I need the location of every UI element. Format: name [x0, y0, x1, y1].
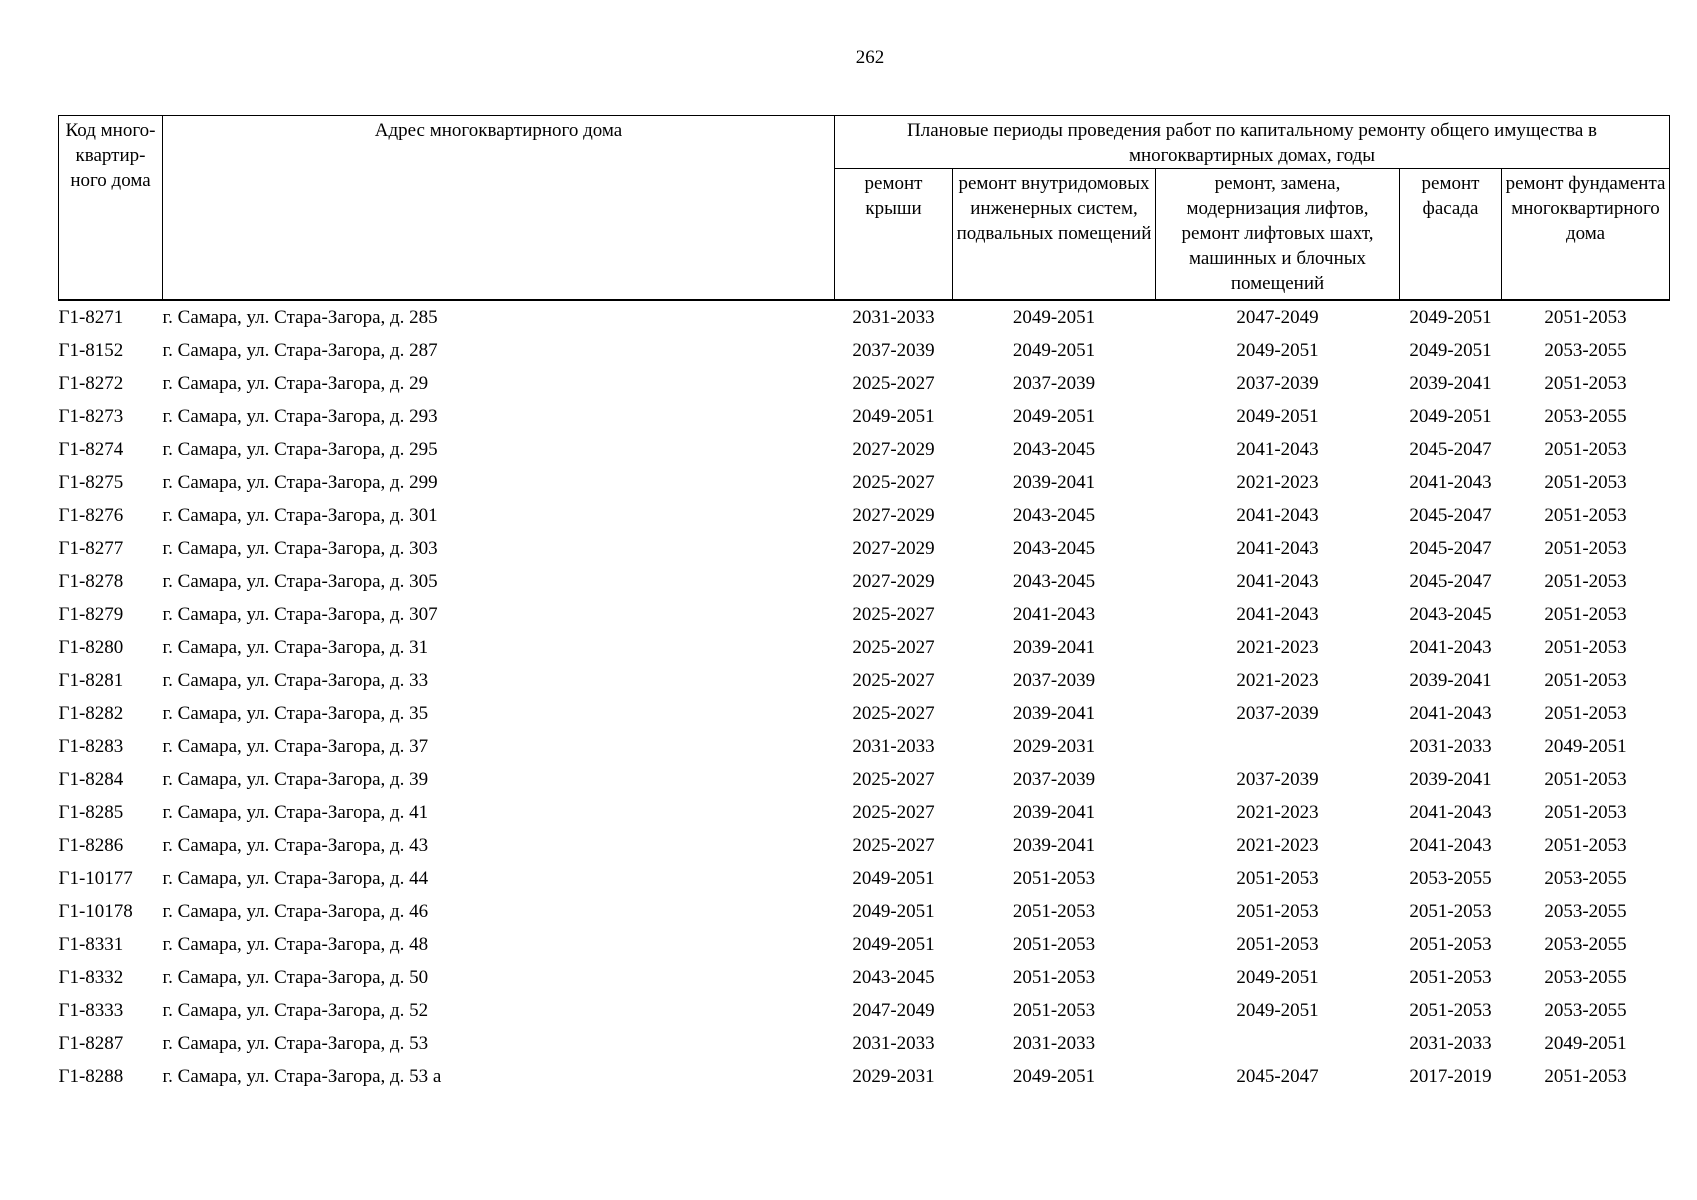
cell-foundation: 2051-2053	[1544, 801, 1627, 823]
cell-facade: 2051-2053	[1409, 933, 1492, 955]
cell-facade: 2045-2047	[1409, 537, 1492, 559]
cell-code: Г1-8282	[58, 702, 124, 724]
cell-facade: 2045-2047	[1409, 504, 1492, 526]
table-row	[59, 994, 1670, 1027]
cell-foundation: 2051-2053	[1544, 471, 1627, 493]
cell-elevators: 2037-2039	[1236, 702, 1319, 724]
cell-address: г. Самара, ул. Стара-Загора, д. 31	[162, 636, 429, 658]
cell-facade: 2053-2055	[1409, 867, 1492, 889]
cell-elevators	[1156, 1027, 1400, 1060]
page-number: 262	[855, 47, 885, 68]
cell-engineering: 2039-2041	[1012, 801, 1096, 823]
cell-code: Г1-8273	[58, 405, 124, 427]
table-row	[59, 730, 1670, 763]
cell-facade: 2049-2051	[1409, 339, 1492, 361]
cell-elevators: 2051-2053	[1236, 867, 1319, 889]
cell-elevators	[1156, 730, 1400, 763]
cell-elevators: 2041-2043	[1236, 438, 1319, 460]
cell-address: г. Самара, ул. Стара-Загора, д. 305	[162, 570, 438, 592]
cell-code: Г1-10178	[58, 900, 133, 922]
table-row	[59, 466, 1670, 499]
cell-code: Г1-8281	[58, 669, 124, 691]
cell-engineering: 2043-2045	[1012, 570, 1096, 592]
table-row	[59, 499, 1670, 532]
cell-facade: 2049-2051	[1409, 405, 1492, 427]
cell-address: г. Самара, ул. Стара-Загора, д. 53 а	[162, 1065, 442, 1087]
cell-code: Г1-8284	[58, 768, 124, 790]
cell-facade: 2051-2053	[1409, 900, 1492, 922]
cell-code: Г1-8287	[58, 1032, 124, 1054]
cell-code: Г1-8277	[58, 537, 124, 559]
cell-address: г. Самара, ул. Стара-Загора, д. 41	[162, 801, 429, 823]
cell-elevators: 2021-2023	[1236, 801, 1319, 823]
cell-elevators: 2045-2047	[1236, 1065, 1319, 1087]
cell-elevators: 2051-2053	[1236, 900, 1319, 922]
cell-elevators: 2049-2051	[1236, 339, 1319, 361]
table-row	[59, 697, 1670, 730]
cell-facade: 2045-2047	[1409, 438, 1492, 460]
cell-engineering: 2031-2033	[1012, 1032, 1096, 1054]
cell-code: Г1-8285	[58, 801, 124, 823]
cell-elevators: 2021-2023	[1236, 636, 1319, 658]
cell-facade: 2041-2043	[1409, 702, 1492, 724]
cell-foundation: 2053-2055	[1544, 867, 1627, 889]
cell-address: г. Самара, ул. Стара-Загора, д. 52	[162, 999, 429, 1021]
cell-foundation: 2053-2055	[1544, 405, 1627, 427]
cell-elevators: 2049-2051	[1236, 999, 1319, 1021]
cell-elevators: 2047-2049	[1236, 306, 1319, 328]
table-row	[59, 829, 1670, 862]
table-row	[59, 895, 1670, 928]
cell-foundation: 2053-2055	[1544, 999, 1627, 1021]
cell-facade: 2031-2033	[1409, 1032, 1492, 1054]
cell-foundation: 2051-2053	[1544, 372, 1627, 394]
cell-facade: 2045-2047	[1409, 570, 1492, 592]
cell-foundation: 2051-2053	[1544, 504, 1627, 526]
cell-code: Г1-10177	[58, 867, 133, 889]
cell-address: г. Самара, ул. Стара-Загора, д. 295	[162, 438, 438, 460]
table-body	[59, 300, 1670, 1093]
table-row	[59, 1027, 1670, 1060]
cell-address: г. Самара, ул. Стара-Загора, д. 35	[162, 702, 429, 724]
cell-engineering: 2051-2053	[1012, 999, 1096, 1021]
cell-engineering: 2049-2051	[1012, 306, 1096, 328]
cell-address: г. Самара, ул. Стара-Загора, д. 50	[162, 966, 429, 988]
cell-address: г. Самара, ул. Стара-Загора, д. 285	[162, 306, 438, 328]
cell-address: г. Самара, ул. Стара-Загора, д. 29	[162, 372, 429, 394]
table-row	[59, 532, 1670, 565]
cell-elevators: 2051-2053	[1236, 933, 1319, 955]
cell-foundation: 2051-2053	[1544, 636, 1627, 658]
cell-code: Г1-8152	[58, 339, 124, 361]
cell-roof: 2031-2033	[852, 1032, 935, 1054]
capital-repair-table	[58, 115, 1670, 1093]
cell-foundation: 2049-2051	[1544, 1032, 1627, 1054]
table-header	[59, 116, 1670, 301]
cell-roof: 2049-2051	[852, 867, 935, 889]
cell-facade: 2051-2053	[1409, 999, 1492, 1021]
cell-engineering: 2051-2053	[1012, 900, 1096, 922]
cell-engineering: 2029-2031	[1012, 735, 1096, 757]
header-elevators: ремонт, замена, модернизация лифтов, ремонт лифтовых шахт, машинных и блочных помещений	[1156, 169, 1400, 301]
cell-code: Г1-8274	[58, 438, 124, 460]
cell-code: Г1-8271	[58, 306, 124, 328]
header-address: Адрес многоквартирного дома	[163, 116, 835, 301]
table-row	[59, 300, 1670, 334]
table-row	[59, 862, 1670, 895]
cell-address: г. Самара, ул. Стара-Загора, д. 287	[162, 339, 438, 361]
cell-facade: 2049-2051	[1409, 306, 1492, 328]
cell-elevators: 2041-2043	[1236, 570, 1319, 592]
cell-foundation: 2051-2053	[1544, 603, 1627, 625]
cell-address: г. Самара, ул. Стара-Загора, д. 293	[162, 405, 438, 427]
cell-roof: 2027-2029	[852, 438, 935, 460]
table-row	[59, 928, 1670, 961]
cell-foundation: 2049-2051	[1544, 735, 1627, 757]
cell-engineering: 2037-2039	[1012, 669, 1096, 691]
cell-elevators: 2041-2043	[1236, 504, 1319, 526]
cell-roof: 2037-2039	[852, 339, 935, 361]
table-row	[59, 598, 1670, 631]
cell-foundation: 2051-2053	[1544, 438, 1627, 460]
cell-address: г. Самара, ул. Стара-Загора, д. 303	[162, 537, 438, 559]
cell-address: г. Самара, ул. Стара-Загора, д. 299	[162, 471, 438, 493]
cell-address: г. Самара, ул. Стара-Загора, д. 307	[162, 603, 438, 625]
cell-elevators: 2041-2043	[1236, 603, 1319, 625]
cell-roof: 2043-2045	[852, 966, 935, 988]
header-periods: Плановые периоды проведения работ по капитальному ремонту общего имущества в многоквартирных домах, годы	[835, 116, 1670, 169]
table-row	[59, 400, 1670, 433]
cell-roof: 2049-2051	[852, 900, 935, 922]
cell-roof: 2025-2027	[852, 801, 935, 823]
cell-foundation: 2051-2053	[1544, 834, 1627, 856]
table-row	[59, 763, 1670, 796]
header-code: Код много-квартир-ного дома	[59, 116, 163, 301]
cell-address: г. Самара, ул. Стара-Загора, д. 301	[162, 504, 438, 526]
header-roof: ремонт крыши	[835, 169, 953, 301]
cell-engineering: 2051-2053	[1012, 933, 1096, 955]
cell-elevators: 2049-2051	[1236, 405, 1319, 427]
cell-facade: 2031-2033	[1409, 735, 1492, 757]
cell-elevators: 2049-2051	[1236, 966, 1319, 988]
cell-foundation: 2051-2053	[1544, 306, 1627, 328]
cell-roof: 2049-2051	[852, 933, 935, 955]
table-row	[59, 961, 1670, 994]
cell-code: Г1-8331	[58, 933, 124, 955]
header-foundation: ремонт фундамента многоквартирного дома	[1502, 169, 1670, 301]
cell-engineering: 2039-2041	[1012, 471, 1096, 493]
cell-roof: 2025-2027	[852, 636, 935, 658]
cell-address: г. Самара, ул. Стара-Загора, д. 48	[162, 933, 429, 955]
cell-engineering: 2051-2053	[1012, 966, 1096, 988]
cell-foundation: 2053-2055	[1544, 966, 1627, 988]
cell-elevators: 2041-2043	[1236, 537, 1319, 559]
cell-roof: 2025-2027	[852, 471, 935, 493]
cell-roof: 2027-2029	[852, 570, 935, 592]
cell-roof: 2025-2027	[852, 834, 935, 856]
table-row	[59, 433, 1670, 466]
cell-code: Г1-8280	[58, 636, 124, 658]
cell-roof: 2025-2027	[852, 372, 935, 394]
cell-code: Г1-8286	[58, 834, 124, 856]
cell-code: Г1-8276	[58, 504, 124, 526]
cell-roof: 2025-2027	[852, 702, 935, 724]
cell-elevators: 2021-2023	[1236, 471, 1319, 493]
cell-address: г. Самара, ул. Стара-Загора, д. 46	[162, 900, 429, 922]
cell-roof: 2031-2033	[852, 306, 935, 328]
cell-address: г. Самара, ул. Стара-Загора, д. 43	[162, 834, 429, 856]
cell-address: г. Самара, ул. Стара-Загора, д. 53	[162, 1032, 429, 1054]
header-facade: ремонт фасада	[1400, 169, 1502, 301]
table-row	[59, 631, 1670, 664]
cell-foundation: 2051-2053	[1544, 768, 1627, 790]
cell-foundation: 2051-2053	[1544, 1065, 1627, 1087]
cell-engineering: 2049-2051	[1012, 405, 1096, 427]
cell-engineering: 2043-2045	[1012, 438, 1096, 460]
table-row	[59, 664, 1670, 697]
cell-foundation: 2051-2053	[1544, 702, 1627, 724]
cell-roof: 2029-2031	[852, 1065, 935, 1087]
cell-engineering: 2043-2045	[1012, 504, 1096, 526]
table-row	[59, 796, 1670, 829]
cell-engineering: 2039-2041	[1012, 702, 1096, 724]
cell-address: г. Самара, ул. Стара-Загора, д. 33	[162, 669, 429, 691]
header-engineering: ремонт внутридомовых инженерных систем, подвальных помещений	[953, 169, 1156, 301]
cell-engineering: 2051-2053	[1012, 867, 1096, 889]
cell-foundation: 2053-2055	[1544, 900, 1627, 922]
cell-code: Г1-8288	[58, 1065, 124, 1087]
cell-engineering: 2049-2051	[1012, 339, 1096, 361]
cell-address: г. Самара, ул. Стара-Загора, д. 39	[162, 768, 429, 790]
cell-code: Г1-8333	[58, 999, 124, 1021]
table-row	[59, 367, 1670, 400]
cell-code: Г1-8272	[58, 372, 124, 394]
table-row	[59, 334, 1670, 367]
cell-roof: 2025-2027	[852, 603, 935, 625]
cell-elevators: 2021-2023	[1236, 834, 1319, 856]
cell-code: Г1-8275	[58, 471, 124, 493]
cell-facade: 2051-2053	[1409, 966, 1492, 988]
cell-engineering: 2043-2045	[1012, 537, 1096, 559]
cell-engineering: 2041-2043	[1012, 603, 1096, 625]
cell-facade: 2039-2041	[1409, 372, 1492, 394]
cell-engineering: 2037-2039	[1012, 372, 1096, 394]
cell-facade: 2041-2043	[1409, 471, 1492, 493]
cell-roof: 2027-2029	[852, 504, 935, 526]
cell-code: Г1-8283	[58, 735, 124, 757]
cell-elevators: 2021-2023	[1236, 669, 1319, 691]
cell-foundation: 2053-2055	[1544, 339, 1627, 361]
cell-roof: 2025-2027	[852, 669, 935, 691]
cell-code: Г1-8278	[58, 570, 124, 592]
cell-facade: 2043-2045	[1409, 603, 1492, 625]
cell-foundation: 2053-2055	[1544, 933, 1627, 955]
cell-engineering: 2037-2039	[1012, 768, 1096, 790]
cell-elevators: 2037-2039	[1236, 372, 1319, 394]
table-row	[59, 565, 1670, 598]
cell-facade: 2039-2041	[1409, 669, 1492, 691]
cell-roof: 2027-2029	[852, 537, 935, 559]
cell-engineering: 2039-2041	[1012, 636, 1096, 658]
cell-facade: 2041-2043	[1409, 834, 1492, 856]
cell-elevators: 2037-2039	[1236, 768, 1319, 790]
cell-roof: 2031-2033	[852, 735, 935, 757]
cell-facade: 2039-2041	[1409, 768, 1492, 790]
cell-roof: 2025-2027	[852, 768, 935, 790]
cell-code: Г1-8279	[58, 603, 124, 625]
cell-facade: 2041-2043	[1409, 801, 1492, 823]
cell-foundation: 2051-2053	[1544, 669, 1627, 691]
cell-address: г. Самара, ул. Стара-Загора, д. 37	[162, 735, 429, 757]
cell-code: Г1-8332	[58, 966, 124, 988]
cell-facade: 2041-2043	[1409, 636, 1492, 658]
cell-roof: 2047-2049	[852, 999, 935, 1021]
cell-foundation: 2051-2053	[1544, 537, 1627, 559]
cell-foundation: 2051-2053	[1544, 570, 1627, 592]
cell-address: г. Самара, ул. Стара-Загора, д. 44	[162, 867, 429, 889]
table-row	[59, 1060, 1670, 1093]
cell-roof: 2049-2051	[852, 405, 935, 427]
cell-engineering: 2039-2041	[1012, 834, 1096, 856]
cell-engineering: 2049-2051	[1012, 1065, 1096, 1087]
cell-facade: 2017-2019	[1409, 1065, 1492, 1087]
